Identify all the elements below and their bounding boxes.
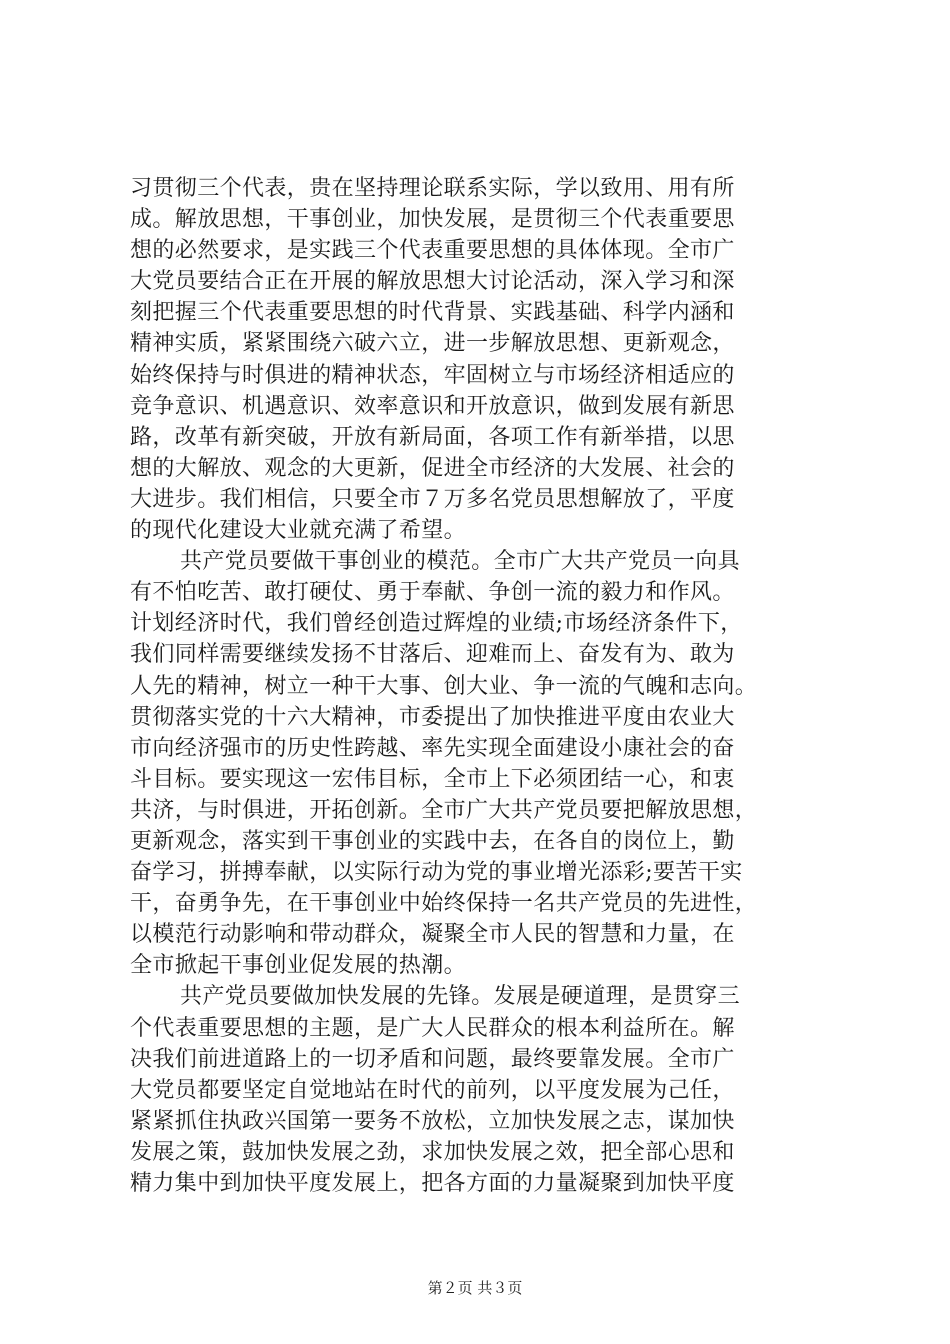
text-line: 决我们前进道路上的一切矛盾和问题，最终要靠发展。全市广 [130,1046,735,1072]
text-line: 更新观念，落实到干事创业的实践中去，在各自的岗位上，勤 [130,828,735,854]
text-line: 精神实质，紧紧围绕六破六立，进一步解放思想、更新观念， [130,331,735,357]
text-line: 大进步。我们相信，只要全市７万多名党员思想解放了，平度 [130,486,735,512]
text-line: 奋学习，拼搏奉献，以实际行动为党的事业增光添彩;要苦干实 [130,860,743,886]
paragraph-first-line: 共产党员要做加快发展的先锋。发展是硬道理，是贯穿三 [180,984,741,1010]
text-line: 想的必然要求，是实践三个代表重要思想的具体体现。全市广 [130,238,735,264]
document-body [130,173,850,1199]
text-line: 成。解放思想，干事创业，加快发展，是贯彻三个代表重要思 [130,207,735,233]
text-line: 习贯彻三个代表，贵在坚持理论联系实际，学以致用、用有所 [130,176,735,201]
text-line: 刻把握三个代表重要思想的时代背景、实践基础、科学内涵和 [130,300,735,326]
page-number-footer: 第２页 共３页 [427,1279,523,1297]
text-line: 大党员要结合正在开展的解放思想大讨论活动，深入学习和深 [130,269,735,295]
text-line: 的现代化建设大业就充满了希望。 [130,518,467,544]
text-line: 精力集中到加快平度发展上，把各方面的力量凝聚到加快平度 [130,1171,735,1196]
text-line: 以模范行动影响和带动群众，凝聚全市人民的智慧和力量，在 [130,922,735,948]
text-line: 路，改革有新突破，开放有新局面，各项工作有新举措，以思 [130,424,735,450]
text-line: 人先的精神，树立一种干大事、创大业、争一流的气魄和志向。 [130,673,758,699]
paragraph-first-line: 共产党员要做干事创业的模范。全市广大共产党员一向具 [180,549,741,575]
text-line: 贯彻落实党的十六大精神，市委提出了加快推进平度由农业大 [130,704,735,730]
text-line: 有不怕吃苦、敢打硬仗、勇于奉献、争创一流的毅力和作风。 [130,580,735,606]
text-line: 个代表重要思想的主题，是广大人民群众的根本利益所在。解 [130,1015,735,1041]
text-line: 计划经济时代，我们曾经创造过辉煌的业绩;市场经济条件下， [130,611,743,637]
text-line: 全市掀起干事创业促发展的热潮。 [130,953,467,979]
text-line: 竞争意识、机遇意识、效率意识和开放意识，做到发展有新思 [130,393,735,419]
text-line: 我们同样需要继续发扬不甘落后、迎难而上、奋发有为、敢为 [130,642,735,668]
text-line: 大党员都要坚定自觉地站在时代的前列，以平度发展为己任， [130,1077,735,1103]
text-line: 市向经济强市的历史性跨越、率先实现全面建设小康社会的奋 [130,735,735,761]
text-line: 发展之策，鼓加快发展之劲，求加快发展之效，把全部心思和 [130,1139,735,1165]
text-line: 想的大解放、观念的大更新，促进全市经济的大发展、社会的 [130,455,735,481]
text-line: 共济，与时俱进，开拓创新。全市广大共产党员要把解放思想， [130,797,758,823]
text-line: 始终保持与时俱进的精神状态，牢固树立与市场经济相适应的 [130,362,735,388]
text-line: 斗目标。要实现这一宏伟目标，全市上下必须团结一心，和衷 [130,766,735,792]
text-line: 紧紧抓住执政兴国第一要务不放松，立加快发展之志，谋加快 [130,1108,735,1134]
text-line: 干，奋勇争先，在干事创业中始终保持一名共产党员的先进性， [130,891,758,917]
